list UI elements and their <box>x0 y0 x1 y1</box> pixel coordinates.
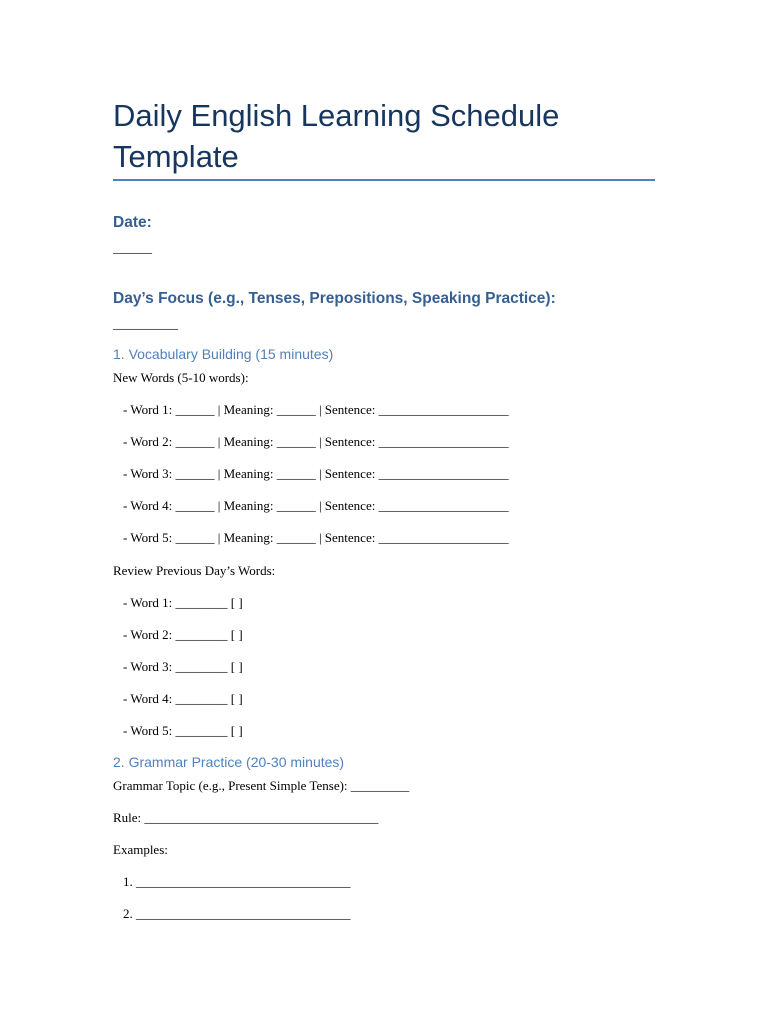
date-blank: ______ <box>113 240 152 255</box>
review-word-line-4: - Word 4: ________ [ ] <box>123 691 243 706</box>
grammar-topic-line: Grammar Topic (e.g., Present Simple Tense): _________ <box>113 778 410 793</box>
review-label: Review Previous Day’s Words: <box>113 563 276 578</box>
example-line-2: 2. _________________________________ <box>123 906 351 921</box>
review-word-line-5: - Word 5: ________ [ ] <box>123 723 243 738</box>
new-word-line-1: - Word 1: ______ | Meaning: ______ | Sentence: ____________________ <box>123 402 509 417</box>
new-word-line-2: - Word 2: ______ | Meaning: ______ | Sentence: ____________________ <box>123 434 509 449</box>
new-word-line-4: - Word 4: ______ | Meaning: ______ | Sentence: ____________________ <box>123 498 509 513</box>
vocab-heading: 1. Vocabulary Building (15 minutes) <box>113 346 334 362</box>
example-line-1: 1. _________________________________ <box>123 874 351 889</box>
review-word-line-1: - Word 1: ________ [ ] <box>123 595 243 610</box>
grammar-rule-line: Rule: ____________________________________ <box>113 810 379 825</box>
title-underline <box>113 179 655 181</box>
grammar-heading: 2. Grammar Practice (20-30 minutes) <box>113 754 345 770</box>
focus-blank: __________ <box>113 316 178 331</box>
examples-label: Examples: <box>113 842 168 857</box>
review-word-line-3: - Word 3: ________ [ ] <box>123 659 243 674</box>
review-word-line-2: - Word 2: ________ [ ] <box>123 627 243 642</box>
new-word-line-5: - Word 5: ______ | Meaning: ______ | Sentence: ____________________ <box>123 530 509 545</box>
new-word-line-3: - Word 3: ______ | Meaning: ______ | Sentence: ____________________ <box>123 466 509 481</box>
document-title: Daily English Learning Schedule Template <box>113 98 560 174</box>
new-words-label: New Words (5-10 words): <box>113 370 249 385</box>
date-label: Date: <box>113 214 152 231</box>
focus-label: Day’s Focus (e.g., Tenses, Prepositions, Speaking Practice): <box>113 290 556 307</box>
